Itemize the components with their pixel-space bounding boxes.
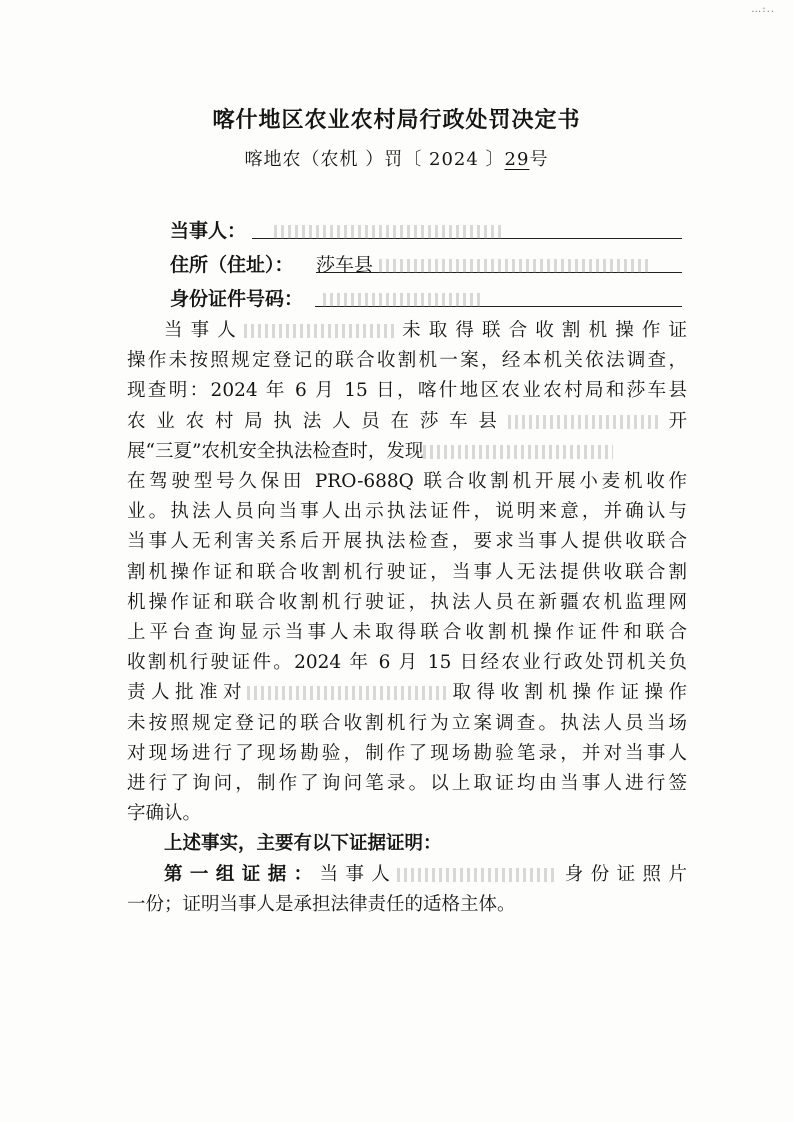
body-line: 机操作证和联合收割机行驶证，执法人员在新疆农机监理网	[127, 591, 687, 613]
party-id-line	[315, 284, 682, 307]
body-line: 一份；证明当事人是承担法律责任的适格主体。	[127, 893, 516, 915]
body-line: 农业农村局执法人员在莎车县 开	[127, 410, 687, 432]
redacted-name	[274, 225, 504, 239]
doc-number-seq: 29	[504, 149, 530, 170]
body-line: 展“三夏”农机安全执法检查时，发现	[127, 437, 687, 467]
paragraph-facts	[127, 316, 687, 829]
redacted-address	[379, 259, 649, 273]
party-id-label: 身份证件号码：	[170, 288, 304, 310]
paragraph-evidence-1	[127, 860, 687, 920]
scan-corner-mark: …:..	[751, 4, 775, 15]
body-line: 第一组证据：当事人 身份证照片	[164, 863, 687, 885]
body-line: 上平台查询显示当事人未取得联合收割机操作证件和联合	[127, 622, 687, 644]
body-line: 业。执法人员向当事人出示执法证件，说明来意，并确认与	[127, 501, 687, 523]
doc-number-suffix: 号	[529, 149, 549, 170]
body-line: 收割机行驶证件。2024 年 6 月 15 日经农业行政处罚机关负	[127, 652, 687, 674]
body-line: 现查明：2024 年 6 月 15 日，喀什地区农业农村局和莎车县	[127, 380, 687, 402]
body-line: 字确认。	[127, 803, 202, 825]
party-id-field	[170, 284, 303, 314]
party-name-label: 当事人：	[170, 220, 247, 242]
body-line: 进行了询问，制作了询问笔录。以上取证均由当事人进行签	[127, 773, 687, 795]
body-line: 割机操作证和联合收割机行驶证，当事人无法提供收联合割	[127, 561, 687, 583]
party-address-line	[316, 250, 682, 276]
party-name-line	[252, 216, 682, 239]
party-address-label: 住所（住址）：	[170, 254, 294, 276]
party-name-field	[170, 216, 246, 246]
body-line: 在驾驶型号久保田 PRO-688Q 联合收割机开展小麦机收作	[127, 471, 687, 493]
body-line: 操作未按照规定登记的联合收割机一案，经本机关依法调查，	[127, 350, 687, 372]
body-text	[127, 316, 687, 920]
party-address-field	[170, 250, 374, 280]
body-line: 当事人无利害关系后开展执法检查，要求当事人提供收联合	[127, 531, 687, 553]
document-number	[0, 145, 793, 171]
party-address-value: 莎车县	[316, 254, 374, 276]
evidence-intro: 上述事实，主要有以下证据证明：	[164, 833, 442, 855]
evidence-group-label: 第一组证据：	[164, 863, 320, 885]
body-line: 责人批准对 取得收割机操作证操作	[127, 682, 687, 704]
body-line: 未按照规定登记的联合收割机行为立案调查。执法人员当场	[127, 712, 687, 734]
paragraph-evidence-intro	[127, 829, 687, 859]
body-line: 对现场进行了现场勘验，制作了现场勘验笔录，并对当事人	[127, 742, 687, 764]
body-line: 当事人 未取得联合收割机操作证	[164, 320, 687, 341]
document-title: 喀什地区农业农村局行政处罚决定书	[212, 108, 581, 133]
doc-number-prefix: 喀地农（农机 ）罚〔 2024 〕	[244, 149, 505, 170]
redacted-id	[323, 293, 483, 307]
